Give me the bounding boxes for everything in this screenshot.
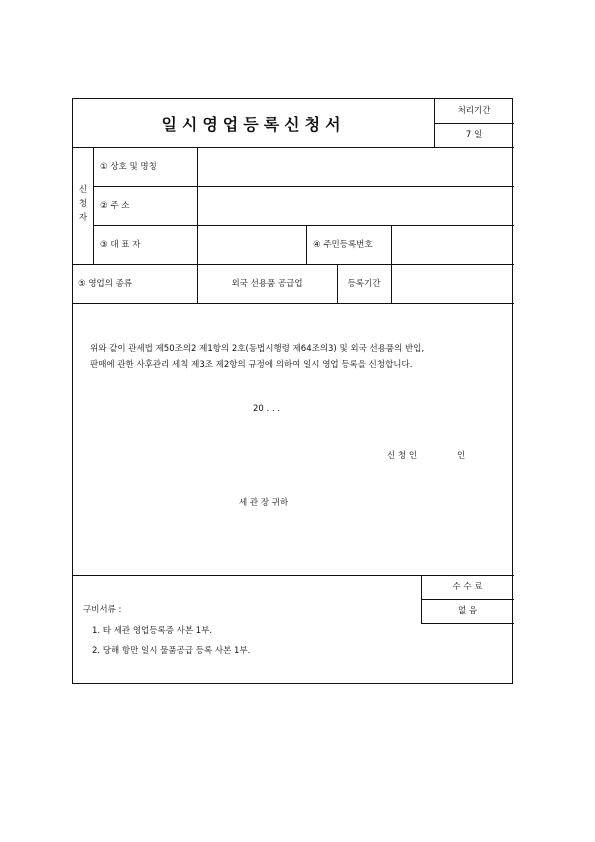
divider	[421, 599, 514, 600]
required-document-item: 1. 타 세관 영업등록증 사본 1부.	[92, 626, 213, 636]
divider	[421, 623, 514, 624]
recipient-line: 세 관 장 귀하	[239, 498, 289, 508]
divider	[93, 225, 514, 226]
seal-mark: 인	[457, 451, 466, 461]
address-label: ② 주 소	[100, 201, 130, 211]
representative-label: ③ 대 표 자	[100, 240, 141, 250]
business-name-label: ① 상호 및 명칭	[100, 162, 157, 172]
divider	[391, 225, 392, 303]
divider	[73, 575, 514, 576]
divider	[434, 123, 514, 124]
applicant-group-label: 신 청 자	[78, 185, 88, 223]
processing-period-value: 7 일	[465, 130, 483, 140]
divider	[73, 264, 514, 265]
divider	[306, 225, 307, 264]
registration-form	[72, 98, 513, 684]
business-type-label: ⑤ 영업의 종류	[78, 279, 133, 289]
application-statement: 위와 같이 관세법 제50조의2 제1항의 2호(동법시행령 제64조의3) 및 외국 선용품의 반입, 판매에 관한 사후관리 세칙 제3조 제2항의 규정에 의하여 일시 영업 등록을 신청합니다.	[90, 344, 425, 370]
processing-period-label: 처리기간	[457, 106, 491, 116]
business-type-value: 외국 선용품 공급업	[231, 279, 303, 289]
divider	[73, 147, 514, 148]
registration-period-label: 등록기간	[347, 279, 381, 289]
applicant-signature-label: 신 청 인	[387, 451, 418, 461]
fee-label: 수 수 료	[452, 582, 483, 592]
resident-id-label: ④ 주민등록번호	[313, 240, 373, 250]
divider	[93, 147, 94, 264]
required-documents-label: 구비서류 :	[83, 605, 122, 615]
required-document-item: 2. 당해 항만 일시 물품공급 등록 사본 1부.	[92, 646, 251, 656]
form-title: 일시영업등록신청서	[161, 114, 346, 134]
divider	[93, 186, 514, 187]
application-date: 20 . . .	[253, 404, 281, 414]
divider	[73, 303, 514, 304]
fee-value: 없 음	[457, 606, 478, 616]
